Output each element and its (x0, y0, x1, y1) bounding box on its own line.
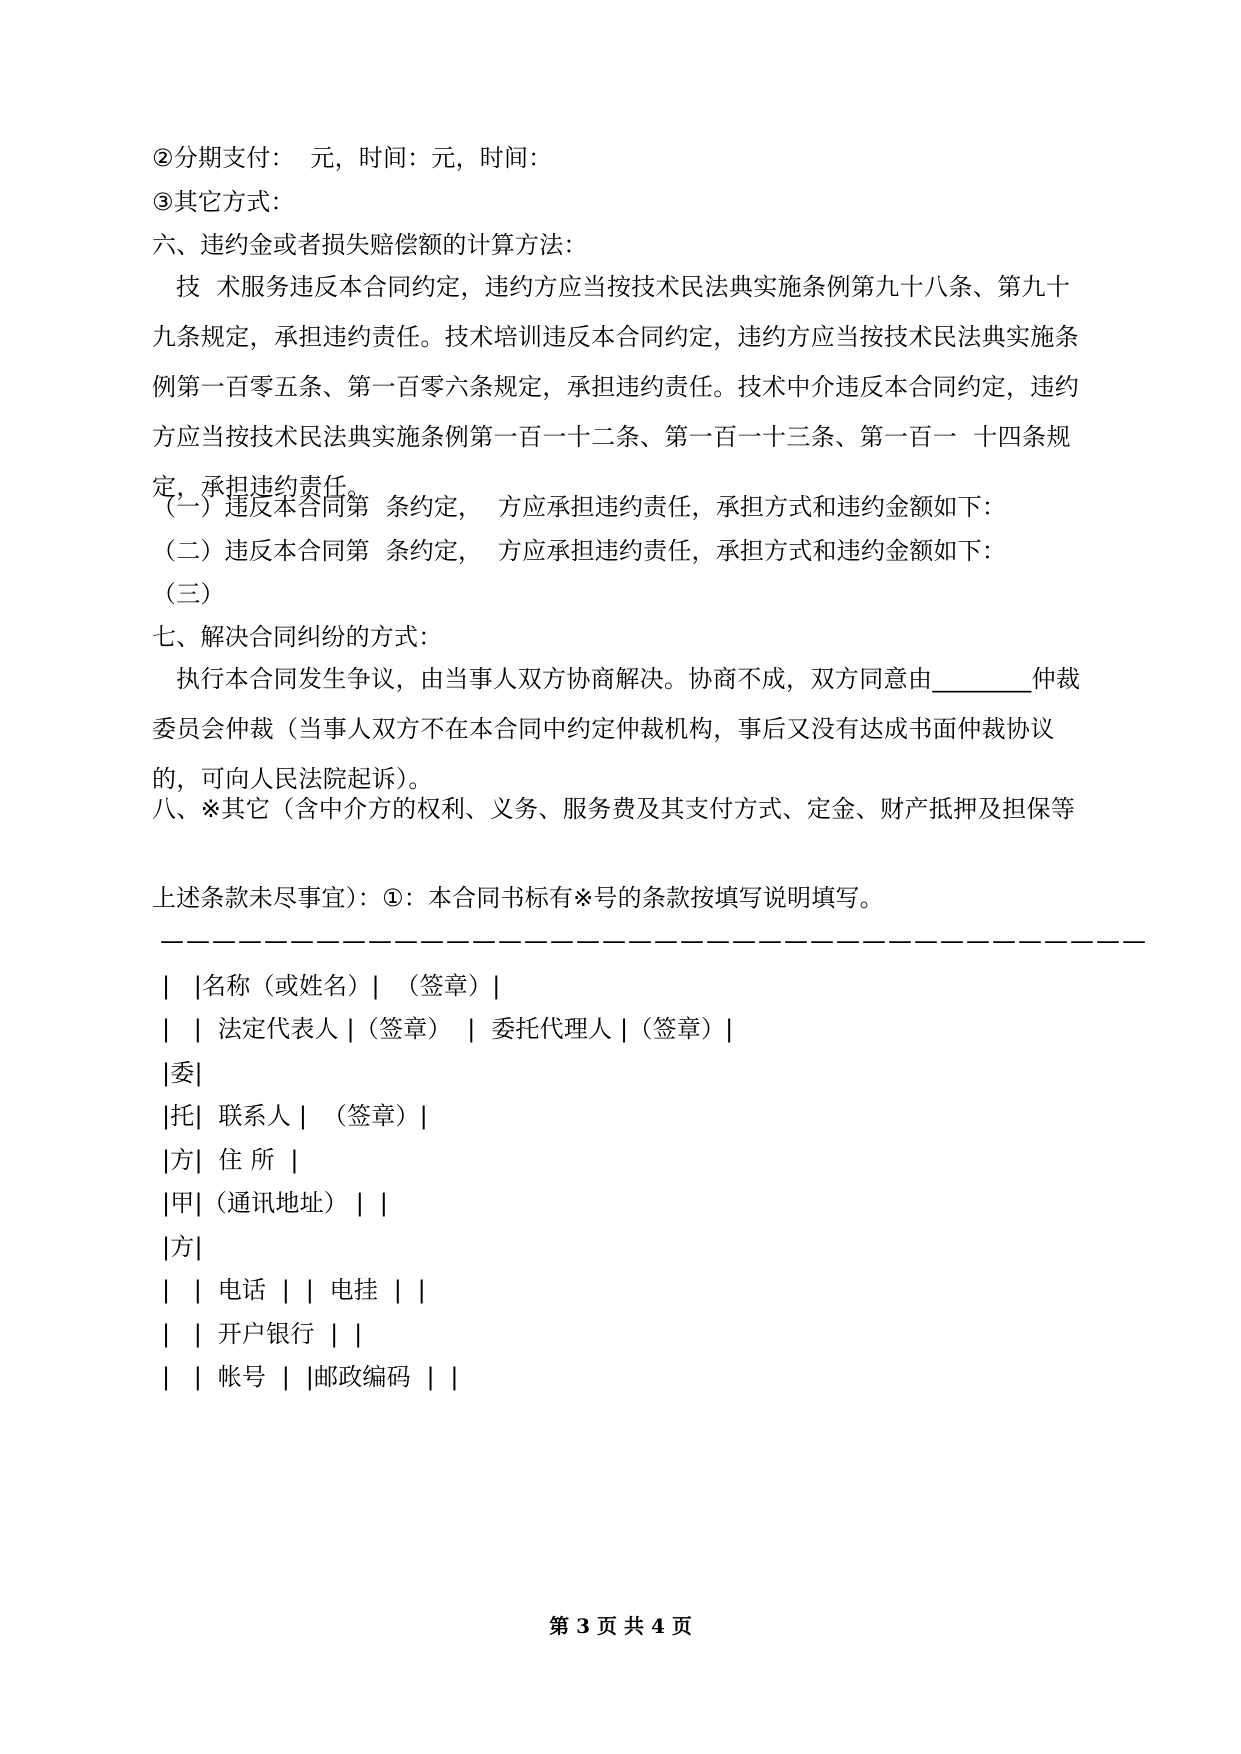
table-row-fang-1: |方| 住 所 | (162, 1146, 299, 1174)
table-row-jia: |甲|（通讯地址） | | (162, 1189, 389, 1217)
clause-2-line: （二）违反本合同第 条约定， 方应承担违约责任，承担方式和违约金额如下： (152, 537, 1007, 565)
installment-line: ②分期支付： 元，时间：元，时间： (152, 144, 553, 172)
section-7-heading: 七、解决合同纠纷的方式： (152, 623, 443, 651)
table-row-tuo: |托| 联系人 | （签章）| (162, 1102, 428, 1130)
clause-3-line: （三） (152, 580, 225, 608)
table-row-bank: | | 开户银行 | | (162, 1320, 363, 1348)
section-8-paragraph: 八、※其它（含中介方的权利、义务、服务费及其支付方式、定金、财产抵押及担保等 (152, 795, 1076, 823)
table-row-legal-rep: | | 法定代表人 |（签章） | 委托代理人 |（签章）| (162, 1015, 734, 1043)
section-7-paragraph: 执行本合同发生争议，由当事人双方协商解决。协商不成，双方同意由________仲裁委员会仲裁（当事人双方不在本合同中约定仲裁机构，事后又没有达成书面仲裁协议的，可向人民法院起诉）。 (152, 665, 1081, 793)
table-row-wei: |委| (162, 1059, 203, 1087)
section-6-paragraph: 技 术服务违反本合同约定，违约方应当按技术民法典实施条例第九十八条、第九十九条规定，承担违约责任。技术培训违反本合同约定，违约方应当按技术民法典实施条例第一百零五条、第一百零六条规定，承担违约责任。技术中介违反本合同约定，违约方应当按技术民法典实施条例第一百一十二条、第一百一十三条、第一百一 十四条规定，承担违约责任。 (152, 273, 1080, 501)
clause-1-line: （一）违反本合同第 条约定， 方应承担违约责任，承担方式和违约金额如下： (152, 493, 1007, 521)
section-8-continuation: 上述条款未尽事宜）：①：本合同书标有※号的条款按填写说明填写。 (152, 884, 884, 912)
table-row-phone: | | 电话 | | 电挂 | | (162, 1276, 426, 1304)
page-number-footer: 第 3 页 共 4 页 (549, 1614, 692, 1638)
table-row-account: | | 帐号 | |邮政编码 | | (162, 1363, 459, 1391)
section-6-heading: 六、违约金或者损失赔偿额的计算方法： (152, 231, 588, 259)
table-row-fang-2: |方| (162, 1233, 203, 1261)
divider-line: —————————————————————————————————————— (160, 927, 1148, 955)
other-method-line: ③其它方式： (152, 188, 295, 216)
table-row-name: | |名称（或姓名）| （签章）| (162, 972, 501, 1000)
